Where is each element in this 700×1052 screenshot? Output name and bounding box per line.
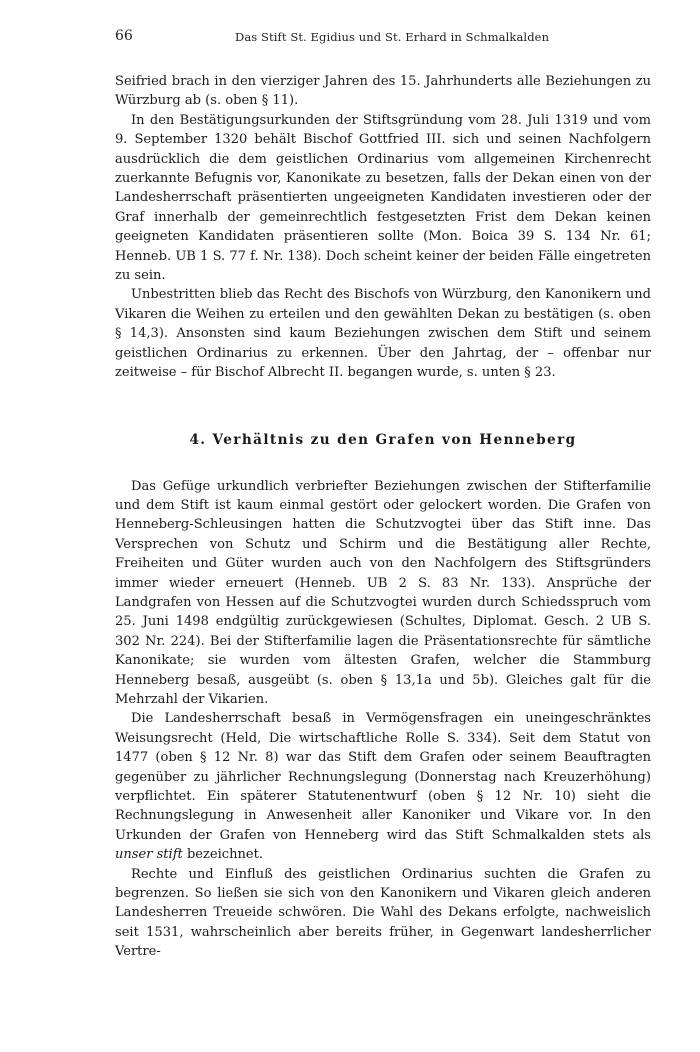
paragraph-founder-family: Das Gefüge urkundlich verbriefter Beziehungen zwischen der Stifterfamilie und dem Stift ist kaum einmal gestört oder gelockert worden. Die Grafen von Henneberg-Schleusingen hatten die Schutzvogtei über das Stift inne. Das Versprechen von Schutz und Schirm und die Bestätigung aller Rechte, Freiheiten und Güter wurden auch von den Nachfolgern des Stiftsgründers immer wieder erneuert (Henneb. UB 2 S. 83 Nr. 133). Ansprüche der Landgrafen von Hessen auf die Schutzvogtei wurden durch Schiedsspruch vom 25. Juni 1498 endgültig zurückgewiesen (Schultes, Diplomat. Gesch. 2 UB S. 302 Nr. 224). Bei der Stifterfamilie lagen die Präsentationsrechte für sämtliche Kanonikate; sie wurden vom ältesten Grafen, welcher die Stammburg Henneberg besaß, ausgeübt (s. oben § 13,1a und 5b). Gleiches galt für die Mehrzahl der Vikarien. xyxy=(115,478,651,707)
paragraph-lordship-end: bezeichnet. xyxy=(182,847,264,863)
paragraph-lordship-rights xyxy=(115,709,651,864)
page-header xyxy=(115,28,651,50)
paragraph-confirmation-deeds: In den Bestätigungsurkunden der Stiftsgründung vom 28. Juli 1319 und vom 9. September 1320 behält Bischof Gottfried III. sich und seinen Nachfolgern ausdrücklich die dem geistlichen Ordinarius vom allgemeinen Kirchenrecht zuerkannte Befugnis vor, Kanonikate zu besetzen, falls der Dekan einen von der Landesherrschaft präsentierten ungeeigneten Kandidaten investieren oder der Graf innerhalb der gemeinrechtlich festgesetzten Frist dem Dekan keinen geeigneten Kandidaten präsentieren sollte (Mon. Boica 39 S. 134 Nr. 61; Henneb. UB 1 S. 77 f. Nr. 138). Doch scheint keiner der beiden Fälle eingetreten zu sein. xyxy=(115,112,651,284)
running-head: Das Stift St. Egidius und St. Erhard in Schmalkalden xyxy=(235,30,550,44)
paragraph-lordship-text: Die Landesherrschaft besaß in Vermögensfragen ein uneingeschränktes Weisungsrecht (Held, Die wirtschaftliche Rolle S. 334). Seit dem Statut von 1477 (oben § 12 Nr. 8) war das Stift dem Grafen oder seinem Beauftragten gegenüber zu jährlicher Rechnungslegung (Donnerstag nach Kreuzerhöhung) verpflichtet. Ein späterer Statutenentwurf (oben § 12 Nr. 10) sieht die Rechnungslegung in Anwesenheit aller Kanoniker und Vikare vor. In den Urkunden der Grafen von Henneberg wird das Stift Schmalkalden stets als xyxy=(115,711,651,843)
paragraph-ordinary-influence: Rechte und Einfluß des geistlichen Ordinarius suchten die Grafen zu begrenzen. So ließen sie sich von den Kanonikern und Vikaren gleich anderen Landesherren Treueide schwören. Die Wahl des Dekans erfolgte, nachweislich seit 1531, wahrscheinlich aber bereits früher, in Gegenwart landesherrlicher Vertre- xyxy=(115,866,651,960)
paragraph-continuation: Seifried brach in den vierziger Jahren des 15. Jahrhunderts alle Beziehungen zu Würzburg ab (s. oben § 11). xyxy=(115,74,651,109)
quoted-term: unser stift xyxy=(115,847,183,863)
paragraph-bishop-rights: Unbestritten blieb das Recht des Bischofs von Würzburg, den Kanonikern und Vikaren die Weihen zu erteilen und den gewählten Dekan zu bestätigen (s. oben § 14,3). Ansonsten sind kaum Beziehungen zwischen dem Stift und seinem geistlichen Ordinarius zu erkennen. Über den Jahrtag, der – offenbar nur zeitweise – für Bischof Albrecht II. begangen wurde, s. unten § 23. xyxy=(115,287,651,381)
page-number: 66 xyxy=(115,28,133,44)
document-page xyxy=(115,28,651,962)
section-heading: 4. Verhältnis zu den Grafen von Henneberg xyxy=(189,431,577,448)
body-text xyxy=(115,72,651,962)
